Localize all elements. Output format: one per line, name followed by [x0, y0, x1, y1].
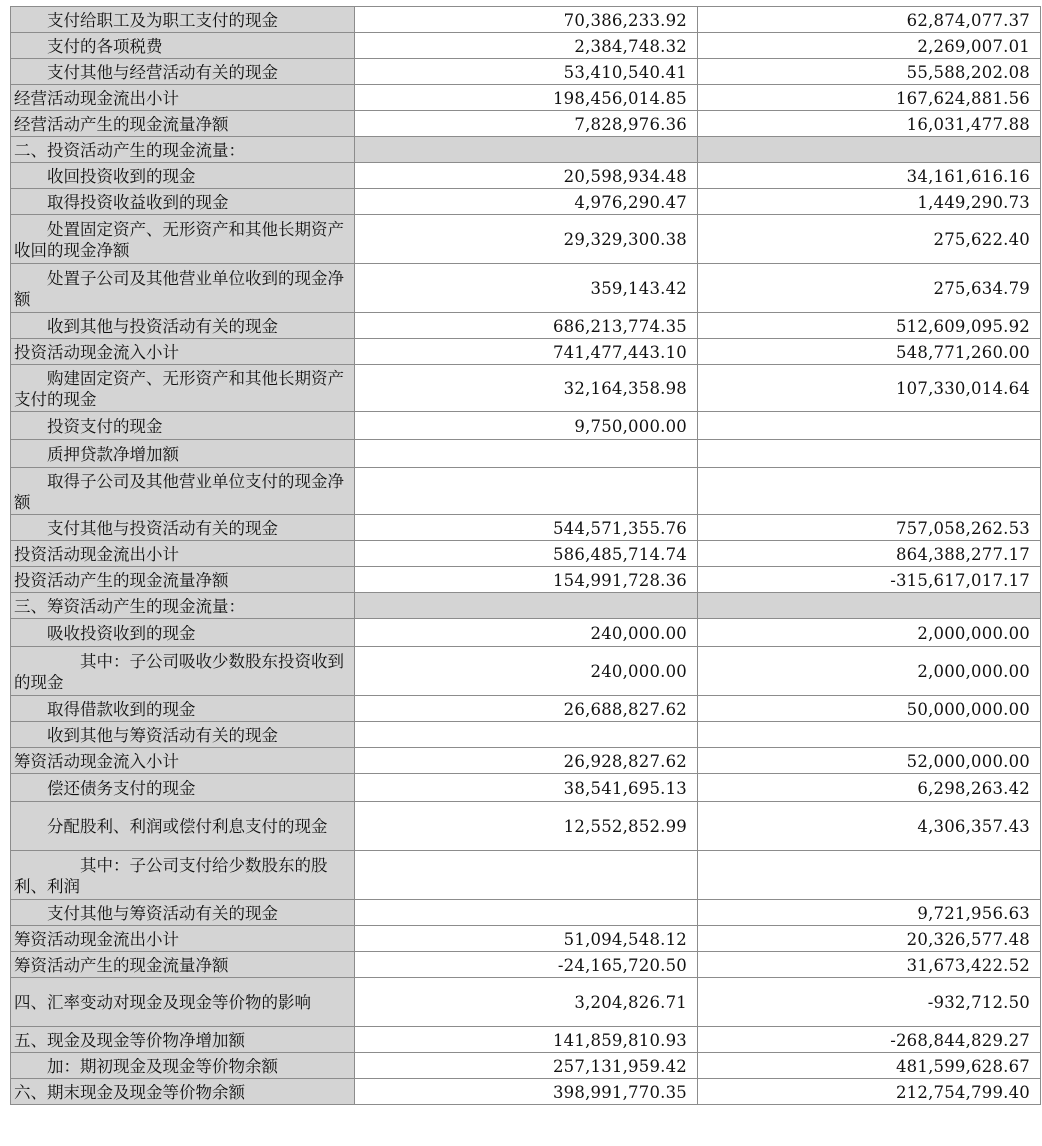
previous-period-value — [698, 412, 1041, 440]
table-row — [11, 264, 1041, 313]
previous-period-value: 6,298,263.42 — [698, 774, 1041, 802]
cash-flow-table — [10, 6, 1041, 1105]
row-label: 其中：子公司支付给少数股东的股利、利润 — [11, 851, 355, 900]
current-period-value: 240,000.00 — [355, 647, 698, 696]
row-label: 五、现金及现金等价物净增加额 — [11, 1027, 355, 1053]
previous-period-value: 16,031,477.88 — [698, 111, 1041, 137]
row-label: 支付给职工及为职工支付的现金 — [11, 7, 355, 33]
row-label: 取得借款收到的现金 — [11, 696, 355, 722]
current-period-value: 154,991,728.36 — [355, 567, 698, 593]
row-label: 收到其他与筹资活动有关的现金 — [11, 722, 355, 748]
row-label: 其中：子公司吸收少数股东投资收到的现金 — [11, 647, 355, 696]
previous-period-value — [698, 593, 1041, 619]
row-label: 六、期末现金及现金等价物余额 — [11, 1079, 355, 1105]
row-label: 购建固定资产、无形资产和其他长期资产支付的现金 — [11, 365, 355, 412]
table-row — [11, 748, 1041, 774]
current-period-value: 51,094,548.12 — [355, 926, 698, 952]
row-label: 支付其他与投资活动有关的现金 — [11, 515, 355, 541]
row-label: 四、汇率变动对现金及现金等价物的影响 — [11, 978, 355, 1027]
table-row — [11, 339, 1041, 365]
current-period-value: 7,828,976.36 — [355, 111, 698, 137]
previous-period-value: 167,624,881.56 — [698, 85, 1041, 111]
current-period-value: 32,164,358.98 — [355, 365, 698, 412]
table-row — [11, 412, 1041, 440]
current-period-value: 26,688,827.62 — [355, 696, 698, 722]
current-period-value — [355, 722, 698, 748]
previous-period-value: 4,306,357.43 — [698, 802, 1041, 851]
row-label: 投资活动产生的现金流量净额 — [11, 567, 355, 593]
table-row — [11, 440, 1041, 468]
current-period-value: 686,213,774.35 — [355, 313, 698, 339]
current-period-value: 359,143.42 — [355, 264, 698, 313]
table-row — [11, 215, 1041, 264]
previous-period-value: 757,058,262.53 — [698, 515, 1041, 541]
table-row — [11, 1053, 1041, 1079]
current-period-value: 544,571,355.76 — [355, 515, 698, 541]
table-row — [11, 85, 1041, 111]
table-row — [11, 7, 1041, 33]
row-label: 三、筹资活动产生的现金流量： — [11, 593, 355, 619]
row-label: 筹资活动现金流入小计 — [11, 748, 355, 774]
row-label: 经营活动现金流出小计 — [11, 85, 355, 111]
row-label: 支付其他与经营活动有关的现金 — [11, 59, 355, 85]
previous-period-value — [698, 722, 1041, 748]
row-label: 处置固定资产、无形资产和其他长期资产收回的现金净额 — [11, 215, 355, 264]
row-label: 分配股利、利润或偿付利息支付的现金 — [11, 802, 355, 851]
previous-period-value: 2,000,000.00 — [698, 647, 1041, 696]
row-label: 加：期初现金及现金等价物余额 — [11, 1053, 355, 1079]
table-row — [11, 365, 1041, 412]
row-label: 筹资活动产生的现金流量净额 — [11, 952, 355, 978]
table-row — [11, 722, 1041, 748]
row-label: 筹资活动现金流出小计 — [11, 926, 355, 952]
previous-period-value — [698, 851, 1041, 900]
current-period-value: 2,384,748.32 — [355, 33, 698, 59]
row-label: 取得投资收益收到的现金 — [11, 189, 355, 215]
current-period-value: 38,541,695.13 — [355, 774, 698, 802]
current-period-value: 741,477,443.10 — [355, 339, 698, 365]
current-period-value: 53,410,540.41 — [355, 59, 698, 85]
table-row — [11, 926, 1041, 952]
current-period-value: 4,976,290.47 — [355, 189, 698, 215]
previous-period-value: 481,599,628.67 — [698, 1053, 1041, 1079]
table-row — [11, 33, 1041, 59]
current-period-value: 198,456,014.85 — [355, 85, 698, 111]
current-period-value: 20,598,934.48 — [355, 163, 698, 189]
previous-period-value: 50,000,000.00 — [698, 696, 1041, 722]
previous-period-value: 9,721,956.63 — [698, 900, 1041, 926]
row-label: 收回投资收到的现金 — [11, 163, 355, 189]
previous-period-value: 2,269,007.01 — [698, 33, 1041, 59]
table-row — [11, 696, 1041, 722]
row-label: 质押贷款净增加额 — [11, 440, 355, 468]
table-row — [11, 978, 1041, 1027]
current-period-value: 3,204,826.71 — [355, 978, 698, 1027]
current-period-value — [355, 440, 698, 468]
table-row — [11, 774, 1041, 802]
previous-period-value: 864,388,277.17 — [698, 541, 1041, 567]
table-row — [11, 1027, 1041, 1053]
previous-period-value — [698, 468, 1041, 515]
table-row — [11, 111, 1041, 137]
current-period-value: 141,859,810.93 — [355, 1027, 698, 1053]
current-period-value — [355, 593, 698, 619]
section-header-row — [11, 137, 1041, 163]
table-row — [11, 567, 1041, 593]
table-row — [11, 619, 1041, 647]
previous-period-value: 2,000,000.00 — [698, 619, 1041, 647]
previous-period-value: 20,326,577.48 — [698, 926, 1041, 952]
table-row — [11, 1079, 1041, 1105]
previous-period-value: -932,712.50 — [698, 978, 1041, 1027]
current-period-value: 398,991,770.35 — [355, 1079, 698, 1105]
previous-period-value: -268,844,829.27 — [698, 1027, 1041, 1053]
table-row — [11, 900, 1041, 926]
current-period-value — [355, 851, 698, 900]
current-period-value: 26,928,827.62 — [355, 748, 698, 774]
row-label: 取得子公司及其他营业单位支付的现金净额 — [11, 468, 355, 515]
current-period-value — [355, 137, 698, 163]
row-label: 投资活动现金流入小计 — [11, 339, 355, 365]
row-label: 投资活动现金流出小计 — [11, 541, 355, 567]
table-row — [11, 851, 1041, 900]
row-label: 投资支付的现金 — [11, 412, 355, 440]
row-label: 二、投资活动产生的现金流量： — [11, 137, 355, 163]
previous-period-value: 1,449,290.73 — [698, 189, 1041, 215]
previous-period-value: 212,754,799.40 — [698, 1079, 1041, 1105]
previous-period-value: 34,161,616.16 — [698, 163, 1041, 189]
previous-period-value: 62,874,077.37 — [698, 7, 1041, 33]
table-row — [11, 541, 1041, 567]
previous-period-value: 55,588,202.08 — [698, 59, 1041, 85]
table-row — [11, 163, 1041, 189]
previous-period-value: 107,330,014.64 — [698, 365, 1041, 412]
current-period-value: 586,485,714.74 — [355, 541, 698, 567]
table-row — [11, 189, 1041, 215]
current-period-value — [355, 900, 698, 926]
current-period-value: 240,000.00 — [355, 619, 698, 647]
table-row — [11, 647, 1041, 696]
row-label: 处置子公司及其他营业单位收到的现金净额 — [11, 264, 355, 313]
table-row — [11, 952, 1041, 978]
row-label: 支付的各项税费 — [11, 33, 355, 59]
current-period-value: 70,386,233.92 — [355, 7, 698, 33]
previous-period-value — [698, 440, 1041, 468]
previous-period-value: 52,000,000.00 — [698, 748, 1041, 774]
row-label: 偿还债务支付的现金 — [11, 774, 355, 802]
table-row — [11, 313, 1041, 339]
row-label: 经营活动产生的现金流量净额 — [11, 111, 355, 137]
previous-period-value: 512,609,095.92 — [698, 313, 1041, 339]
table-row — [11, 59, 1041, 85]
previous-period-value — [698, 137, 1041, 163]
previous-period-value: -315,617,017.17 — [698, 567, 1041, 593]
current-period-value: -24,165,720.50 — [355, 952, 698, 978]
current-period-value: 29,329,300.38 — [355, 215, 698, 264]
table-row — [11, 802, 1041, 851]
table-row — [11, 515, 1041, 541]
current-period-value: 12,552,852.99 — [355, 802, 698, 851]
previous-period-value: 31,673,422.52 — [698, 952, 1041, 978]
table-row — [11, 468, 1041, 515]
section-header-row — [11, 593, 1041, 619]
current-period-value: 257,131,959.42 — [355, 1053, 698, 1079]
current-period-value: 9,750,000.00 — [355, 412, 698, 440]
row-label: 吸收投资收到的现金 — [11, 619, 355, 647]
current-period-value — [355, 468, 698, 515]
row-label: 支付其他与筹资活动有关的现金 — [11, 900, 355, 926]
previous-period-value: 275,634.79 — [698, 264, 1041, 313]
previous-period-value: 548,771,260.00 — [698, 339, 1041, 365]
cash-flow-table-body — [11, 7, 1041, 1105]
previous-period-value: 275,622.40 — [698, 215, 1041, 264]
row-label: 收到其他与投资活动有关的现金 — [11, 313, 355, 339]
